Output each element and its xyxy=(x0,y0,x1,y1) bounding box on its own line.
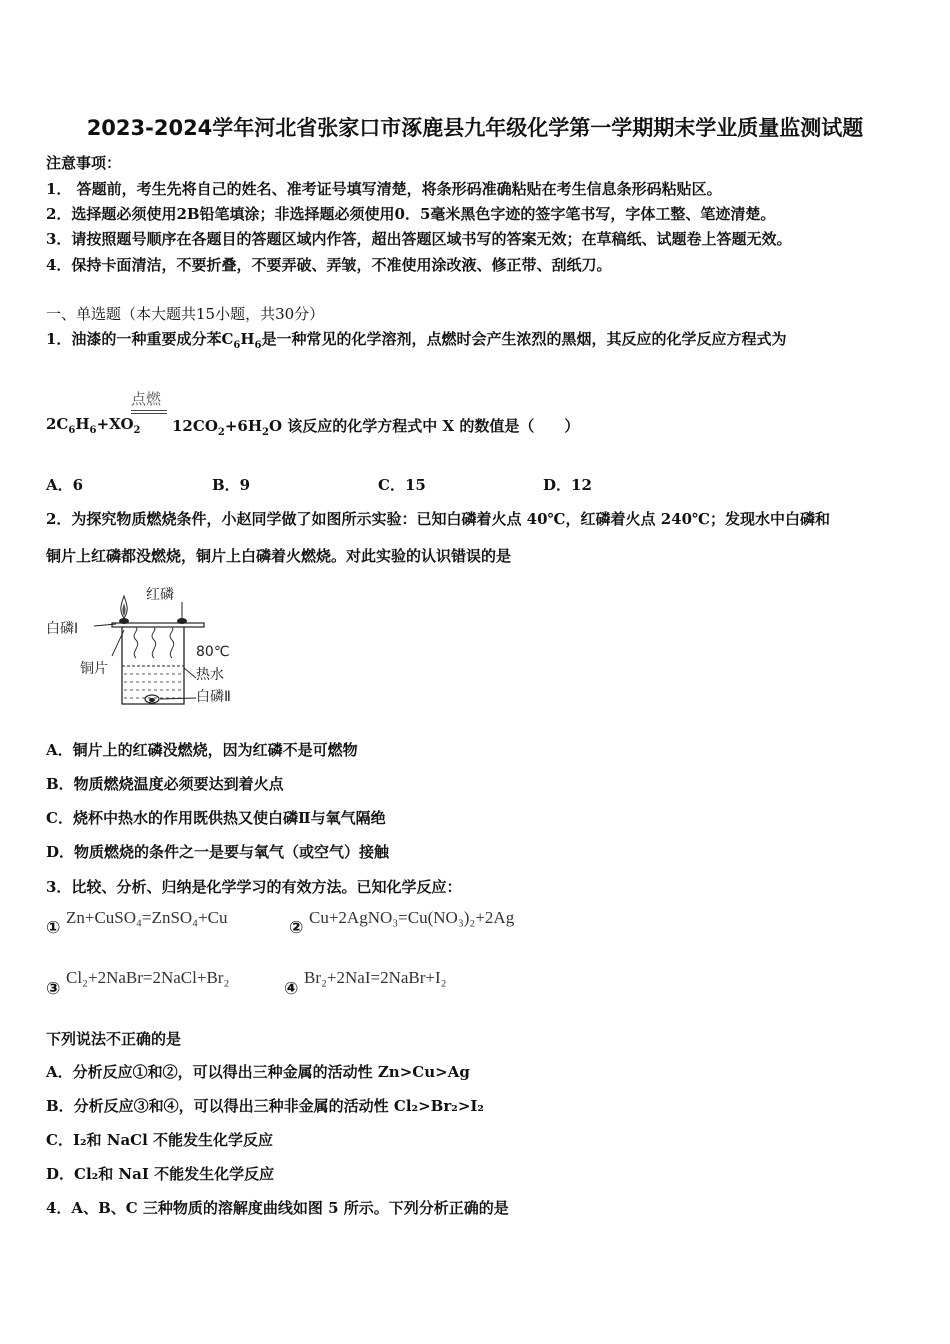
notice-heading: 注意事项： xyxy=(46,154,122,172)
reaction-number: ④ xyxy=(284,979,299,999)
reaction-number: ① xyxy=(46,918,61,938)
reaction-equation: Br₂+2NaI=2NaBr+I₂ xyxy=(304,968,447,987)
q2-option-b[interactable]: B．物质燃烧温度必须要达到着火点 xyxy=(46,775,284,793)
q1-equation: $2C_6H_6+XO_2$ xyxy=(46,415,141,436)
label-hot-water: 热水 xyxy=(196,667,224,683)
q1-stem: 1．油漆的一种重要成分苯$C_6H_6$是一种常见的化学溶剂，点燃时会产生浓烈的黑烟，其反应的化学反应方程式为 xyxy=(46,330,787,351)
equation-bar xyxy=(131,413,167,414)
label-white-phosphorus-2: 白磷Ⅱ xyxy=(196,689,231,705)
q1-option-a[interactable]: A．6 xyxy=(46,476,84,494)
label-temperature: 80℃ xyxy=(196,644,230,660)
q1-option-b[interactable]: B．9 xyxy=(212,476,251,494)
section-heading: 一、单选题（本大题共15小题，共30分） xyxy=(46,305,325,323)
label-white-phosphorus-1: 白磷Ⅰ xyxy=(46,621,79,637)
notice-item: 1． 答题前，考生先将自己的姓名、准考证号填写清楚，将条形码准确粘贴在考生信息条形码粘贴区。 xyxy=(46,180,722,198)
q1-option-c[interactable]: C．15 xyxy=(378,476,426,494)
q2-stem-line2: 铜片上红磷都没燃烧，铜片上白磷着火燃烧。对此实验的认识错误的是 xyxy=(46,547,512,565)
reaction-number: ② xyxy=(289,918,304,938)
page-title: 2023-2024学年河北省张家口市涿鹿县九年级化学第一学期期末学业质量监测试题 xyxy=(86,116,864,140)
q3-option-c[interactable]: C．I₂和 NaCl 不能发生化学反应 xyxy=(46,1131,274,1149)
q1-equation-right: $12CO_2+6H_2O$ 该反应的化学方程式中 X 的数值是（ ） xyxy=(172,417,580,438)
q3-question: 下列说法不正确的是 xyxy=(46,1030,182,1048)
reaction-equation: Cu+2AgNO₃=Cu(NO₃)₂+2Ag xyxy=(309,908,515,927)
notice-item: 3．请按照题号顺序在各题目的答题区域内作答，超出答题区域书写的答案无效；在草稿纸、试题卷上答题无效。 xyxy=(46,230,792,248)
experiment-figure xyxy=(44,582,254,712)
q2-option-d[interactable]: D．物质燃烧的条件之一是要与氧气（或空气）接触 xyxy=(46,843,390,861)
q1-option-d[interactable]: D．12 xyxy=(543,476,592,494)
reaction-equation: Zn+CuSO₄=ZnSO₄+Cu xyxy=(66,908,228,927)
q2-stem-line1: 2．为探究物质燃烧条件，小赵同学做了如图所示实验：已知白磷着火点 40℃，红磷着火点 240℃；发现水中白磷和 xyxy=(46,510,831,528)
equation-bar xyxy=(131,410,167,411)
q4-stem: 4．A、B、C 三种物质的溶解度曲线如图 5 所示。下列分析正确的是 xyxy=(46,1199,509,1217)
q3-stem: 3．比较、分析、归纳是化学学习的有效方法。已知化学反应： xyxy=(46,878,462,896)
reaction-condition: 点燃 xyxy=(131,390,162,408)
q2-option-a[interactable]: A．铜片上的红磷没燃烧，因为红磷不是可燃物 xyxy=(46,741,358,759)
label-red-phosphorus: 红磷 xyxy=(146,587,174,603)
q2-option-c[interactable]: C．烧杯中热水的作用既供热又使白磷Ⅱ与氧气隔绝 xyxy=(46,809,386,827)
label-copper-plate: 铜片 xyxy=(80,661,108,677)
q3-option-a[interactable]: A．分析反应①和②，可以得出三种金属的活动性 Zn>Cu>Ag xyxy=(46,1063,470,1081)
notice-item: 4．保持卡面清洁，不要折叠，不要弄破、弄皱，不准使用涂改液、修正带、刮纸刀。 xyxy=(46,256,612,274)
reaction-number: ③ xyxy=(46,979,61,999)
q3-option-d[interactable]: D．Cl₂和 NaI 不能发生化学反应 xyxy=(46,1165,275,1183)
reaction-equation: Cl₂+2NaBr=2NaCl+Br₂ xyxy=(66,968,230,987)
q3-option-b[interactable]: B．分析反应③和④，可以得出三种非金属的活动性 Cl₂>Br₂>I₂ xyxy=(46,1097,484,1115)
notice-item: 2．选择题必须使用2B铅笔填涂；非选择题必须使用0．5毫米黑色字迹的签字笔书写，字体工整、笔迹清楚。 xyxy=(46,205,776,223)
